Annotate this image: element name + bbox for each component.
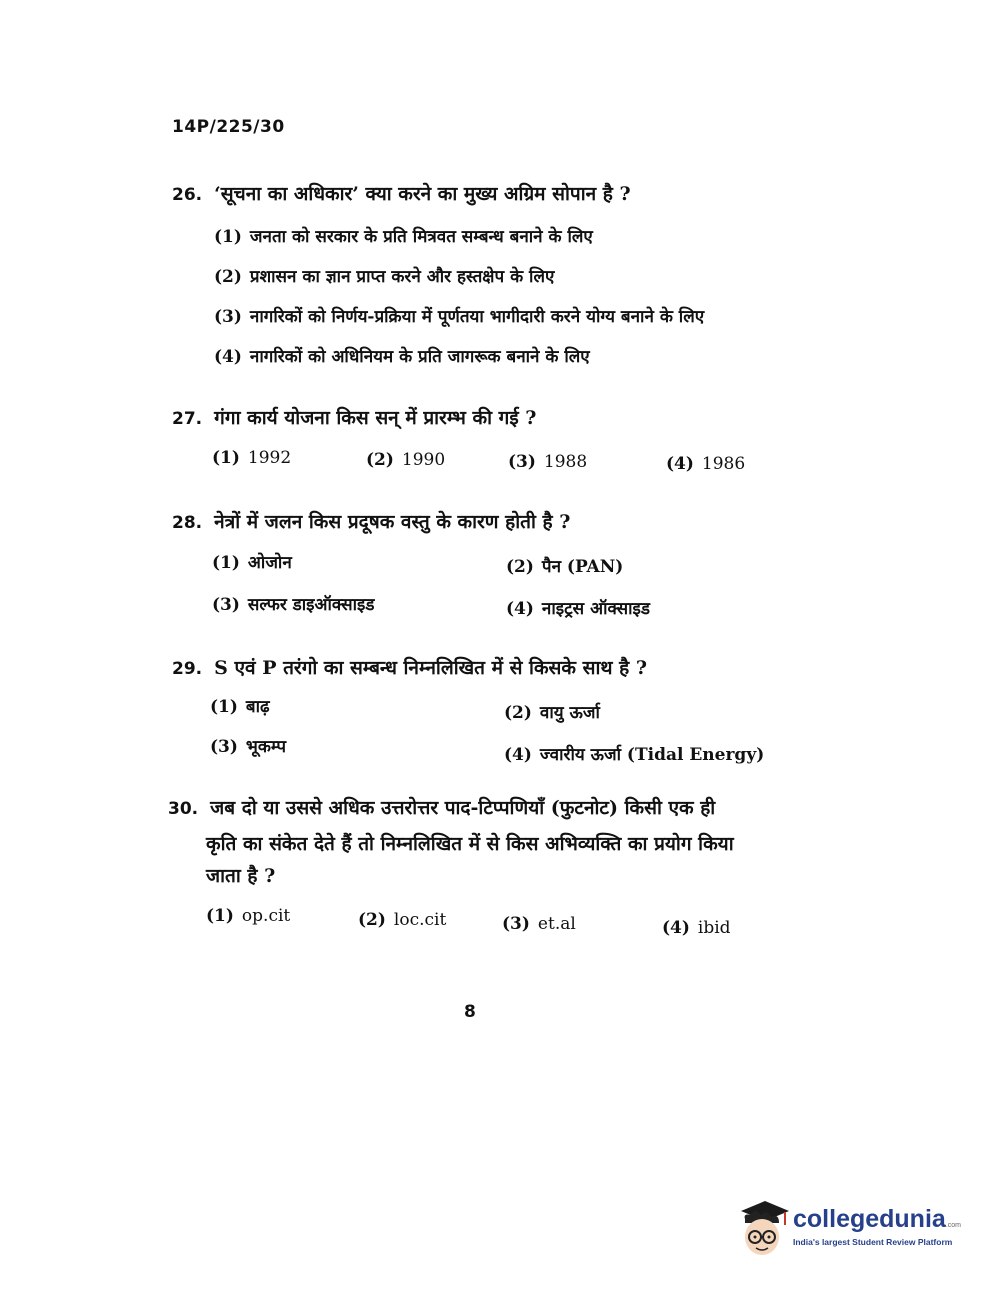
question-30-line-3: जाता है ?: [206, 865, 276, 887]
question-number: 29.: [172, 659, 203, 679]
option-28-2: (2) पैन (PAN): [506, 557, 624, 577]
question-27: [172, 404, 536, 430]
option-28-4: (4) नाइट्रस ऑक्साइड: [506, 599, 650, 619]
option-29-2: (2) वायु ऊर्जा: [504, 703, 600, 723]
question-number: 26.: [172, 185, 203, 205]
question-number: 27.: [172, 409, 203, 429]
option-28-1: (1) ओजोन: [212, 553, 292, 573]
option-29-3: (3) भूकम्प: [210, 737, 287, 757]
question-28: [172, 508, 570, 534]
option-30-3: (3) et.al: [502, 914, 576, 934]
option-27-3: (3) 1988: [508, 452, 588, 472]
question-30: [168, 794, 715, 820]
graduate-mascot-icon: [735, 1197, 791, 1259]
option-26-1: (1) जनता को सरकार के प्रति मित्रवत सम्बन्ध बनाने के लिए: [214, 227, 593, 247]
logo-wordmark: collegedunia.com: [793, 1205, 961, 1233]
option-27-4: (4) 1986: [666, 454, 746, 474]
option-27-1: (1) 1992: [212, 448, 292, 468]
option-28-3: (3) सल्फर डाइऑक्साइड: [212, 595, 375, 615]
collegedunia-logo[interactable]: [735, 1197, 965, 1259]
option-30-4: (4) ibid: [662, 918, 731, 938]
option-26-4: (4) नागरिकों को अधिनियम के प्रति जागरूक बनाने के लिए: [214, 347, 590, 367]
question-number: 30.: [168, 799, 199, 819]
option-29-4: (4) ज्वारीय ऊर्जा (Tidal Energy): [504, 745, 765, 765]
question-text: गंगा कार्य योजना किस सन् में प्रारम्भ की गई ?: [214, 407, 537, 429]
option-26-2: (2) प्रशासन का ज्ञान प्राप्त करने और हस्तक्षेप के लिए: [214, 267, 555, 287]
question-text-line-1: जब दो या उससे अधिक उत्तरोत्तर पाद-टिप्पणियाँ (फुटनोट) किसी एक ही: [210, 797, 716, 819]
option-27-2: (2) 1990: [366, 450, 446, 470]
logo-tagline: India's largest Student Review Platform: [793, 1237, 953, 1247]
question-number: 28.: [172, 513, 203, 533]
question-30-line-2: कृति का संकेत देते हैं तो निम्नलिखित में से किस अभिव्यक्ति का प्रयोग किया: [206, 833, 734, 855]
option-30-2: (2) loc.cit: [358, 910, 447, 930]
option-29-1: (1) बाढ़: [210, 697, 270, 717]
question-text: ‘सूचना का अधिकार’ क्या करने का मुख्य अग्रिम सोपान है ?: [214, 183, 631, 205]
option-30-1: (1) op.cit: [206, 906, 291, 926]
paper-code: 14P/225/30: [172, 117, 285, 137]
question-text: S एवं P तरंगो का सम्बन्ध निम्नलिखित में से किसके साथ है ?: [214, 657, 647, 679]
option-26-3: (3) नागरिकों को निर्णय-प्रक्रिया में पूर्णतया भागीदारी करने योग्य बनाने के लिए: [214, 307, 705, 327]
question-29: [172, 654, 647, 680]
question-26: [172, 180, 631, 206]
page-number: 8: [464, 1002, 476, 1022]
question-text: नेत्रों में जलन किस प्रदूषक वस्तु के कारण होती है ?: [214, 511, 571, 533]
